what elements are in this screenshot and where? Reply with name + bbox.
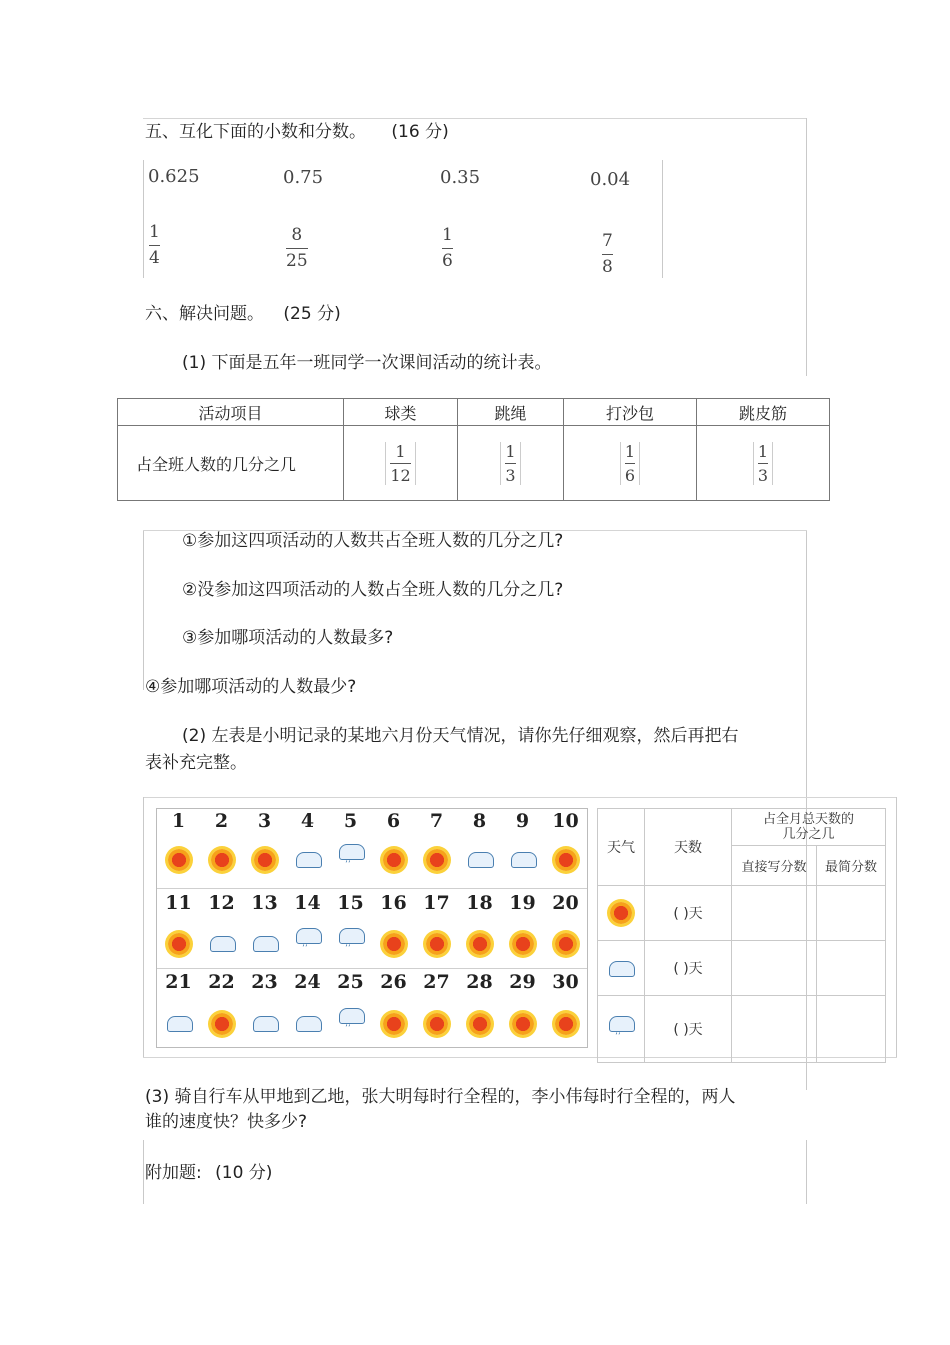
calendar-day: 8: [472, 810, 487, 832]
figure-top-line: [143, 797, 897, 798]
calendar-day: 5: [343, 810, 358, 832]
fraction-2-den: 25: [286, 251, 308, 271]
wt-col-days: 天数: [645, 809, 732, 886]
weather-calendar: [156, 808, 588, 1048]
fraction-1: [149, 222, 160, 268]
weather-summary-table: [597, 808, 886, 1063]
calendar-day: 21: [165, 971, 192, 993]
cloud-icon: [296, 852, 322, 868]
section5-heading: [145, 121, 449, 143]
frame-left-line-2: [143, 530, 144, 690]
calendar-day: 7: [429, 810, 444, 832]
rain-icon: ’’: [339, 844, 363, 868]
fraction-1-num: 1: [149, 222, 160, 242]
wt-icon-sun: [598, 886, 645, 941]
frame-mid-line: [662, 160, 663, 278]
calendar-day: 16: [380, 892, 407, 914]
wt-direct-3[interactable]: [732, 996, 817, 1063]
activity-value-2: [458, 426, 564, 501]
activity-value-3: [564, 426, 697, 501]
activity-row-label: 占全班人数的几分之几: [118, 426, 344, 501]
section5-score: (16 分): [391, 122, 449, 142]
decimal-3: 0.35: [440, 167, 481, 188]
sun-icon: [469, 1013, 491, 1035]
sub-question-3: ③参加哪项活动的人数最多?: [182, 628, 394, 648]
activity-1-den: 12: [390, 465, 411, 485]
activity-1-num: 1: [395, 441, 406, 461]
calendar-day: 15: [337, 892, 364, 914]
decimal-4: 0.04: [590, 169, 631, 190]
frame-left-line-3: [143, 1140, 144, 1204]
activity-col-1: 球类: [344, 399, 458, 426]
frame-right-line-3: [806, 1140, 807, 1204]
sun-icon: [426, 1013, 448, 1035]
calendar-day: 23: [251, 971, 278, 993]
sun-icon: [168, 849, 190, 871]
calendar-day: 30: [552, 971, 579, 993]
frame-left-line: [143, 160, 144, 278]
fraction-1-den: 4: [149, 248, 160, 268]
calendar-day: 2: [214, 810, 229, 832]
fraction-4-den: 8: [602, 257, 613, 277]
wt-col-simplest: 最简分数: [817, 846, 886, 886]
sun-icon: [512, 1013, 534, 1035]
wt-fraction-title-2: 几分之几: [782, 827, 835, 843]
fraction-2-num: 8: [291, 225, 303, 245]
activity-table: [117, 398, 830, 501]
wt-direct-1[interactable]: [732, 886, 817, 941]
fraction-4-num: 7: [602, 231, 613, 251]
calendar-day: 20: [552, 892, 579, 914]
rain-icon: ’’: [296, 928, 320, 952]
fraction-3-den: 6: [442, 251, 453, 271]
activity-2-den: 3: [505, 465, 516, 485]
calendar-day: 22: [208, 971, 235, 993]
sun-icon: [469, 933, 491, 955]
wt-simplest-3[interactable]: [817, 996, 886, 1063]
activity-col-3: 打沙包: [564, 399, 697, 426]
sub-question-1: ①参加这四项活动的人数共占全班人数的几分之几?: [182, 531, 564, 551]
figure-right-line: [896, 797, 897, 1057]
sun-icon: [254, 849, 276, 871]
q1-intro: (1) 下面是五年一班同学一次课间活动的统计表。: [182, 353, 552, 373]
sun-icon: [168, 933, 190, 955]
sun-icon: [555, 1013, 577, 1035]
frame-right-line: [806, 118, 807, 376]
figure-left-line: [143, 797, 144, 1057]
calendar-day: 29: [509, 971, 536, 993]
wt-direct-2[interactable]: [732, 941, 817, 996]
activity-header-label: 活动项目: [118, 399, 344, 426]
calendar-day: 13: [251, 892, 278, 914]
calendar-day: 10: [552, 810, 579, 832]
wt-fraction-title-1: 占全月总天数的: [762, 812, 854, 828]
sun-icon: [383, 1013, 405, 1035]
sun-icon: [512, 933, 534, 955]
wt-icon-cloud: [598, 941, 645, 996]
sun-icon: [426, 933, 448, 955]
fraction-3-num: 1: [442, 225, 453, 245]
wt-col-direct: 直接写分数: [732, 846, 817, 886]
q3-line-1: (3) 骑自行车从甲地到乙地，张大明每时行全程的，李小伟每时行全程的，两人: [145, 1087, 736, 1107]
calendar-day: 4: [300, 810, 315, 832]
sun-icon: [211, 1013, 233, 1035]
wt-simplest-1[interactable]: [817, 886, 886, 941]
bonus-heading: [145, 1162, 272, 1184]
frame-top-line: [143, 118, 807, 119]
cloud-icon: [253, 1016, 279, 1032]
sun-icon: [211, 849, 233, 871]
cloud-icon: [167, 1016, 193, 1032]
activity-3-num: 1: [624, 441, 636, 461]
fraction-2: [286, 225, 308, 271]
calendar-day: 27: [423, 971, 450, 993]
wt-blank-1: ( )天: [645, 886, 732, 941]
calendar-day: 19: [509, 892, 536, 914]
cloud-icon: [609, 961, 635, 977]
calendar-day: 12: [208, 892, 235, 914]
calendar-day: 28: [466, 971, 493, 993]
sun-icon: [383, 849, 405, 871]
section5-title: 五、互化下面的小数和分数。: [145, 122, 366, 142]
calendar-day: 1: [171, 810, 186, 832]
calendar-day: 17: [423, 892, 450, 914]
wt-icon-rain: [598, 996, 645, 1063]
cloud-icon: [511, 852, 537, 868]
sub-question-2: ②没参加这四项活动的人数占全班人数的几分之几?: [182, 580, 564, 600]
activity-4-den: 3: [757, 465, 769, 485]
activity-value-4: [697, 426, 830, 501]
activity-value-1: [344, 426, 458, 501]
calendar-day: 26: [380, 971, 407, 993]
sun-icon: [555, 933, 577, 955]
sub-question-4: ④参加哪项活动的人数最少?: [145, 677, 357, 697]
activity-3-den: 6: [624, 465, 636, 485]
wt-simplest-2[interactable]: [817, 941, 886, 996]
cloud-icon: [210, 936, 236, 952]
calendar-day: 6: [386, 810, 401, 832]
wt-blank-2: ( )天: [645, 941, 732, 996]
activity-2-num: 1: [505, 441, 516, 461]
section6-heading: [145, 303, 341, 325]
calendar-day: 11: [165, 892, 192, 914]
rain-icon: ’’: [609, 1016, 633, 1040]
bonus-score: (10 分): [215, 1163, 273, 1183]
sun-icon: [610, 902, 632, 924]
fraction-3: [442, 225, 453, 271]
sun-icon: [555, 849, 577, 871]
calendar-day: 24: [294, 971, 321, 993]
rain-icon: ’’: [339, 1008, 363, 1032]
activity-4-num: 1: [757, 441, 769, 461]
calendar-day: 3: [257, 810, 272, 832]
section6-score: (25 分): [283, 304, 341, 324]
rain-icon: ’’: [339, 928, 363, 952]
cloud-icon: [253, 936, 279, 952]
sun-icon: [383, 933, 405, 955]
section6-title: 六、解决问题。: [145, 304, 264, 324]
calendar-day: 14: [294, 892, 321, 914]
q3-line-2: 谁的速度快？快多少?: [145, 1112, 308, 1132]
calendar-day: 25: [337, 971, 364, 993]
decimal-1: 0.625: [148, 166, 200, 187]
calendar-day: 18: [466, 892, 493, 914]
q2-line-1: (2) 左表是小明记录的某地六月份天气情况，请你先仔细观察，然后再把右: [182, 726, 739, 746]
wt-col-weather: 天气: [598, 809, 645, 886]
fraction-4: [602, 231, 613, 277]
q2-line-2: 表补充完整。: [145, 753, 247, 773]
cloud-icon: [296, 1016, 322, 1032]
calendar-day: 9: [515, 810, 530, 832]
sun-icon: [426, 849, 448, 871]
bonus-title: 附加题:: [145, 1163, 202, 1183]
decimal-2: 0.75: [283, 167, 324, 188]
wt-blank-3: ( )天: [645, 996, 732, 1063]
wt-col-fraction-title: [732, 809, 886, 846]
activity-col-4: 跳皮筋: [697, 399, 830, 426]
calendar-row-divider: [157, 968, 587, 969]
cloud-icon: [468, 852, 494, 868]
calendar-row-divider: [157, 888, 587, 889]
activity-col-2: 跳绳: [458, 399, 564, 426]
